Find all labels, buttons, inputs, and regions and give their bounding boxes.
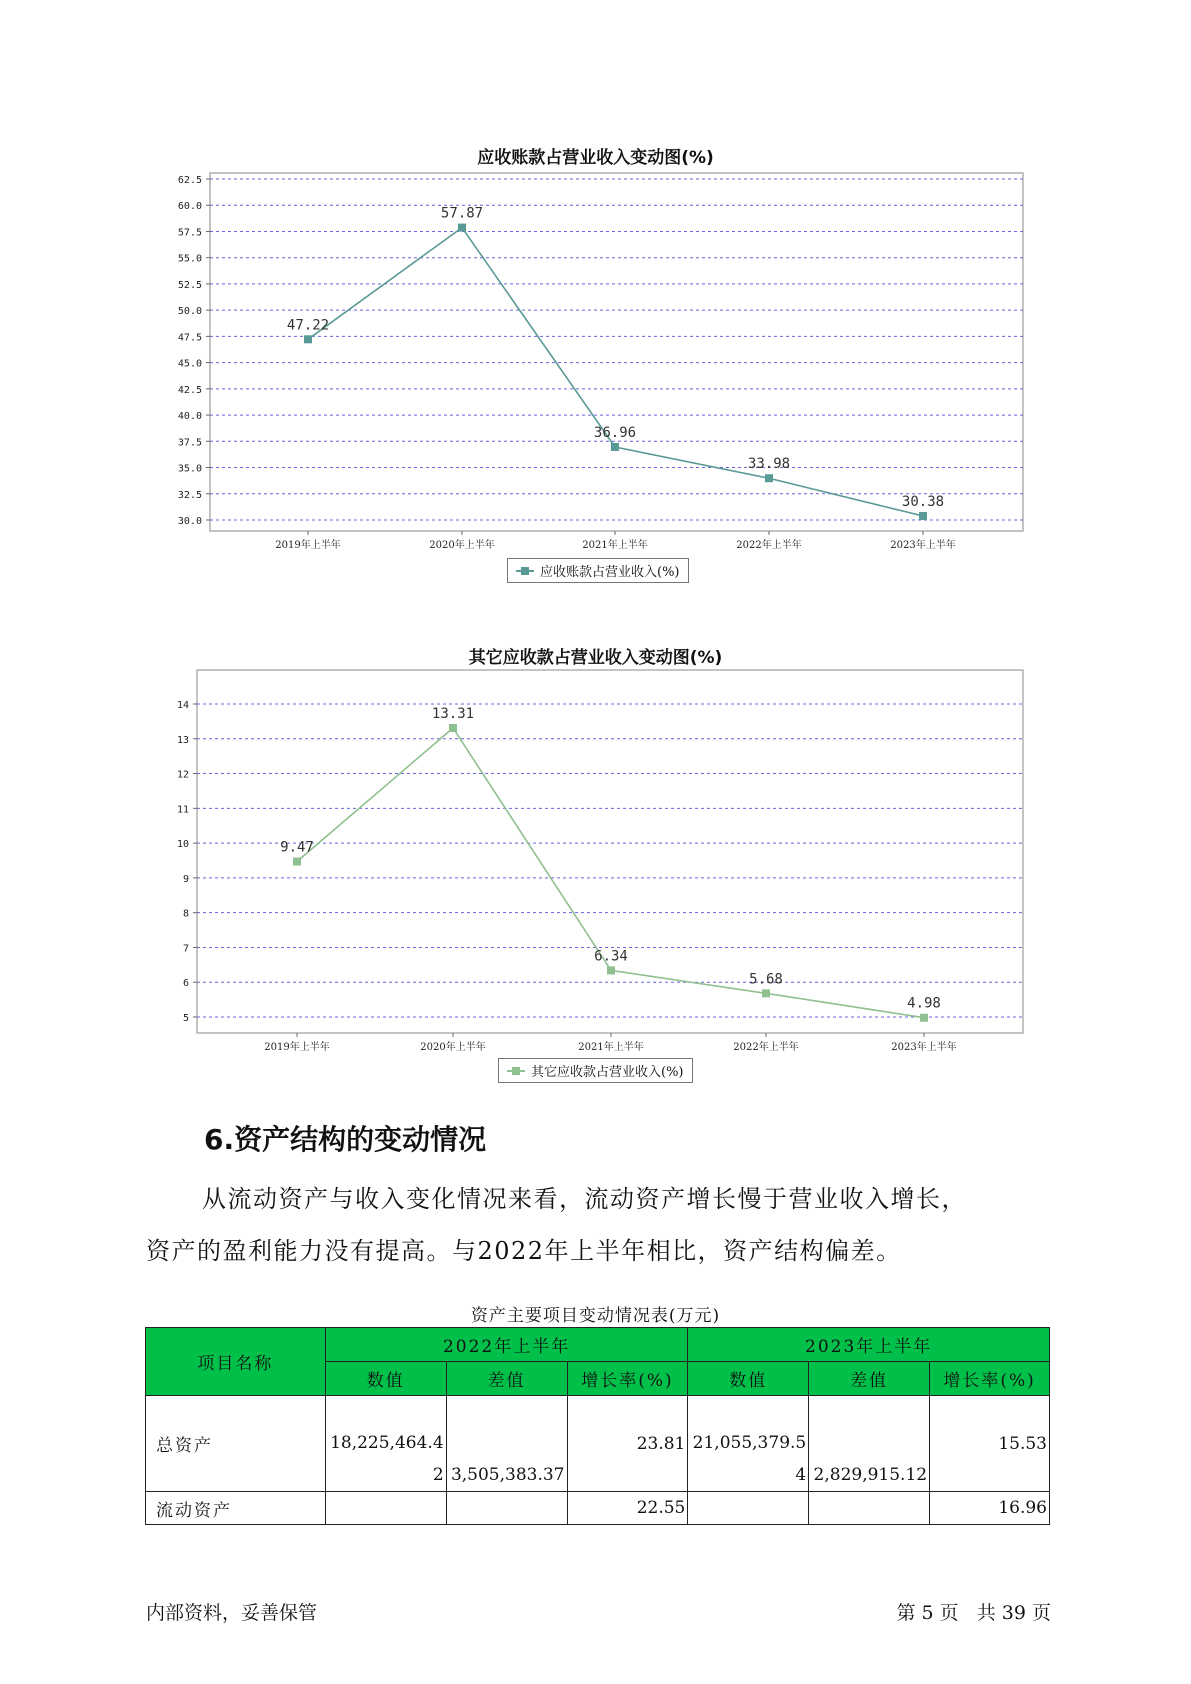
cell-rate: 22.55 bbox=[567, 1492, 688, 1525]
footer-page-number: 第 5 页 共 39 页 bbox=[896, 1602, 1051, 1624]
cell-diff bbox=[446, 1492, 567, 1525]
cell-rate: 16.96 bbox=[930, 1492, 1050, 1525]
chart1-legend-label: 应收账款占营业收入(%) bbox=[540, 565, 680, 580]
data-label: 13.31 bbox=[431, 705, 475, 722]
data-point bbox=[449, 724, 457, 732]
y-tick-label: 55.0 bbox=[177, 253, 202, 265]
y-tick-label: 5 bbox=[182, 1013, 189, 1024]
data-label: 36.96 bbox=[593, 424, 637, 441]
y-tick-label: 7 bbox=[182, 943, 189, 955]
cell-value: 21,055,379.54 bbox=[688, 1396, 809, 1492]
data-point bbox=[607, 966, 615, 974]
y-tick-label: 42.5 bbox=[177, 384, 202, 396]
chart2-title: 其它应收款占营业收入变动图(%) bbox=[468, 648, 723, 668]
x-tick-label: 2023年上半年 bbox=[891, 1042, 957, 1053]
x-tick-label: 2023年上半年 bbox=[890, 540, 956, 551]
header-rate: 增长率(%) bbox=[930, 1362, 1050, 1396]
data-label: 33.98 bbox=[747, 456, 791, 473]
y-tick-label: 32.5 bbox=[177, 489, 202, 501]
y-tick-label: 6 bbox=[182, 978, 189, 990]
y-tick-label: 10 bbox=[176, 839, 189, 851]
data-label: 30.38 bbox=[901, 494, 945, 511]
footer-left: 内部资料，妥善保管 bbox=[146, 1602, 318, 1624]
header-value: 数值 bbox=[688, 1362, 809, 1396]
y-tick-label: 9 bbox=[182, 873, 189, 885]
x-tick-label: 2022年上半年 bbox=[736, 540, 802, 551]
cell-value: 18,225,464.42 bbox=[325, 1396, 446, 1492]
cell-value bbox=[325, 1492, 446, 1525]
header-diff: 差值 bbox=[446, 1362, 567, 1396]
data-label: 57.87 bbox=[440, 205, 484, 222]
chart2-plot bbox=[0, 660, 1191, 1080]
plot-frame bbox=[210, 173, 1023, 531]
y-tick-label: 52.5 bbox=[177, 279, 202, 291]
y-tick-label: 57.5 bbox=[177, 227, 202, 239]
plot-frame bbox=[197, 670, 1023, 1033]
y-tick-label: 47.5 bbox=[177, 332, 202, 344]
chart1-legend bbox=[507, 558, 689, 583]
cell-rate: 23.81 bbox=[567, 1396, 688, 1492]
legend-marker-icon bbox=[507, 1070, 525, 1072]
y-tick-label: 11 bbox=[176, 804, 189, 816]
y-tick-label: 40.0 bbox=[177, 411, 202, 423]
cell-diff: 3,505,383.37 bbox=[446, 1396, 567, 1492]
data-point bbox=[762, 989, 770, 997]
data-point bbox=[920, 1014, 928, 1022]
y-tick-label: 60.0 bbox=[177, 201, 202, 213]
data-label: 4.98 bbox=[907, 995, 941, 1012]
y-tick-label: 30.0 bbox=[177, 516, 202, 527]
y-tick-label: 14 bbox=[176, 700, 189, 711]
y-tick-label: 35.0 bbox=[177, 463, 202, 475]
y-tick-label: 62.5 bbox=[177, 175, 202, 186]
x-tick-label: 2019年上半年 bbox=[275, 540, 341, 551]
chart1-plot bbox=[0, 160, 1191, 570]
series-line bbox=[308, 228, 923, 516]
paragraph-line-2: 资产的盈利能力没有提高。与2022年上半年相比，资产结构偏差。 bbox=[146, 1237, 902, 1265]
chart2-legend bbox=[498, 1058, 693, 1083]
header-value: 数值 bbox=[325, 1362, 446, 1396]
cell-value bbox=[688, 1492, 809, 1525]
y-tick-label: 13 bbox=[176, 734, 189, 746]
x-tick-label: 2020年上半年 bbox=[429, 540, 495, 551]
y-tick-label: 37.5 bbox=[177, 437, 202, 449]
paragraph-line-1: 从流动资产与收入变化情况来看，流动资产增长慢于营业收入增长， bbox=[202, 1185, 967, 1213]
cell-diff bbox=[809, 1492, 930, 1525]
legend-marker-icon bbox=[516, 570, 534, 572]
data-point bbox=[919, 512, 927, 520]
y-tick-label: 12 bbox=[176, 769, 189, 781]
section-heading: 6.资产结构的变动情况 bbox=[204, 1123, 487, 1156]
data-point bbox=[765, 474, 773, 482]
asset-table bbox=[145, 1327, 1050, 1525]
header-rate: 增长率(%) bbox=[567, 1362, 688, 1396]
x-tick-label: 2020年上半年 bbox=[420, 1042, 486, 1053]
y-tick-label: 50.0 bbox=[177, 306, 202, 318]
row-name: 流动资产 bbox=[146, 1492, 326, 1525]
y-tick-label: 45.0 bbox=[177, 358, 202, 370]
x-tick-label: 2022年上半年 bbox=[733, 1042, 799, 1053]
data-label: 6.34 bbox=[594, 948, 628, 965]
x-tick-label: 2021年上半年 bbox=[578, 1042, 644, 1053]
header-item-name: 项目名称 bbox=[146, 1328, 326, 1396]
cell-diff: 2,829,915.12 bbox=[809, 1396, 930, 1492]
data-point bbox=[304, 335, 312, 343]
header-period-2022: 2022年上半年 bbox=[325, 1328, 688, 1362]
header-period-2023: 2023年上半年 bbox=[688, 1328, 1050, 1362]
table-row bbox=[146, 1396, 1050, 1492]
x-tick-label: 2019年上半年 bbox=[264, 1042, 330, 1053]
data-label: 47.22 bbox=[286, 317, 330, 334]
data-point bbox=[458, 224, 466, 232]
data-label: 9.47 bbox=[280, 839, 314, 856]
data-label: 5.68 bbox=[749, 971, 783, 988]
table-row bbox=[146, 1492, 1050, 1525]
table-caption: 资产主要项目变动情况表(万元) bbox=[470, 1306, 721, 1326]
cell-rate: 15.53 bbox=[930, 1396, 1050, 1492]
chart1-title: 应收账款占营业收入变动图(%) bbox=[477, 148, 714, 168]
data-point bbox=[293, 858, 301, 866]
row-name: 总资产 bbox=[146, 1396, 326, 1492]
y-tick-label: 8 bbox=[182, 908, 189, 920]
header-diff: 差值 bbox=[809, 1362, 930, 1396]
data-point bbox=[611, 443, 619, 451]
chart2-legend-label: 其它应收款占营业收入(%) bbox=[531, 1065, 684, 1080]
x-tick-label: 2021年上半年 bbox=[582, 540, 648, 551]
